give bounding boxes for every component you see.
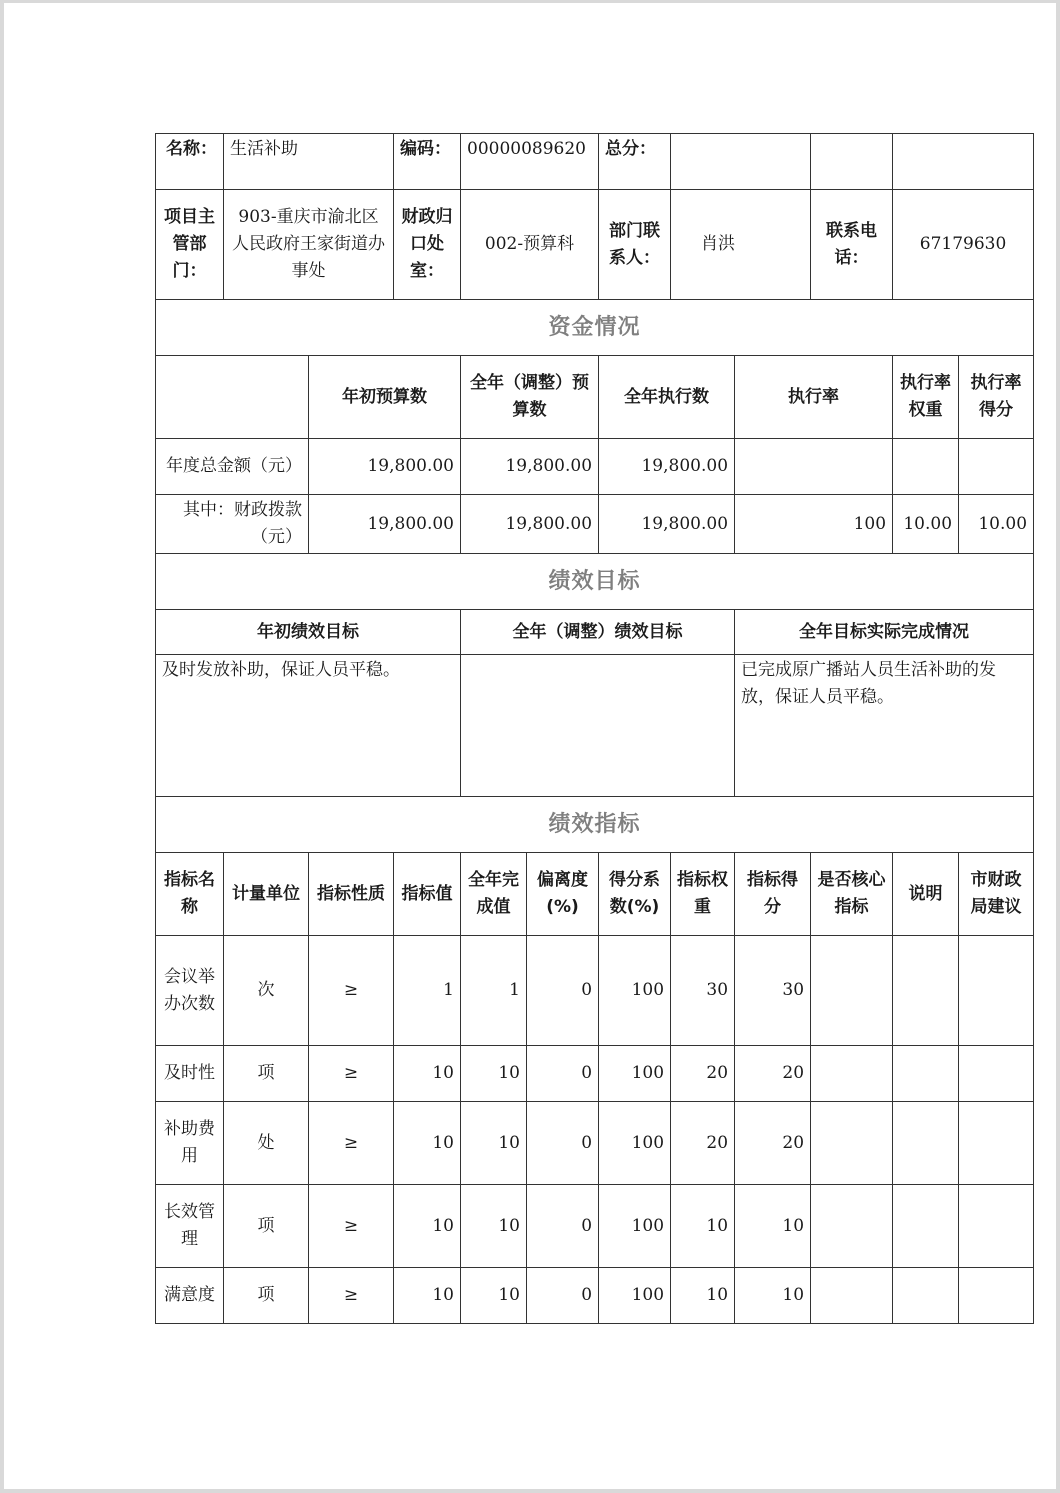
- table-row: [156, 1046, 1034, 1102]
- dept-value: 903-重庆市渝北区人民政府王家街道办事处: [224, 190, 394, 300]
- ind-weight: 20: [671, 1102, 735, 1185]
- indicators-section-title: 绩效指标: [156, 797, 1034, 853]
- ind-header-deviation: 偏离度(%): [527, 853, 599, 936]
- indicators-section-row: [156, 797, 1034, 853]
- ind-advice: [959, 1185, 1034, 1268]
- funds-score-value: [959, 439, 1034, 495]
- ind-weight: 30: [671, 936, 735, 1046]
- ind-coefficient: 100: [599, 936, 671, 1046]
- funds-initial-value: 19,800.00: [309, 495, 461, 554]
- ind-header-nature: 指标性质: [309, 853, 394, 936]
- goals-header-initial: 年初绩效目标: [156, 610, 461, 655]
- ind-header-name: 指标名称: [156, 853, 224, 936]
- ind-deviation: 0: [527, 1268, 599, 1324]
- ind-deviation: 0: [527, 1046, 599, 1102]
- ind-header-core: 是否核心指标: [811, 853, 893, 936]
- funds-initial-value: 19,800.00: [309, 439, 461, 495]
- ind-value: 10: [394, 1268, 461, 1324]
- funds-header-row: [156, 356, 1034, 439]
- ind-header-note: 说明: [893, 853, 959, 936]
- score-label: 总分：: [599, 134, 671, 190]
- ind-deviation: 0: [527, 1102, 599, 1185]
- contact-label: 部门联系人：: [599, 190, 671, 300]
- ind-unit: 项: [224, 1268, 309, 1324]
- ind-value: 1: [394, 936, 461, 1046]
- ind-nature: ≥: [309, 936, 394, 1046]
- goals-header-adjusted: 全年（调整）绩效目标: [461, 610, 735, 655]
- ind-value: 10: [394, 1046, 461, 1102]
- ind-done: 10: [461, 1102, 527, 1185]
- table-row: [156, 1185, 1034, 1268]
- ind-nature: ≥: [309, 1185, 394, 1268]
- ind-score: 20: [735, 1102, 811, 1185]
- ind-weight: 10: [671, 1268, 735, 1324]
- ind-done: 10: [461, 1185, 527, 1268]
- ind-header-coefficient: 得分系数(%): [599, 853, 671, 936]
- funds-header-initial: 年初预算数: [309, 356, 461, 439]
- ind-done: 10: [461, 1046, 527, 1102]
- ind-advice: [959, 1268, 1034, 1324]
- ind-header-unit: 计量单位: [224, 853, 309, 936]
- ind-name: 满意度: [156, 1268, 224, 1324]
- funds-section-title: 资金情况: [156, 300, 1034, 356]
- ind-deviation: 0: [527, 936, 599, 1046]
- document-page: [4, 3, 1056, 1489]
- ind-coefficient: 100: [599, 1102, 671, 1185]
- ind-note: [893, 1268, 959, 1324]
- funds-adjusted-value: 19,800.00: [461, 439, 599, 495]
- indicators-header-row: [156, 853, 1034, 936]
- ind-header-advice: 市财政局建议: [959, 853, 1034, 936]
- name-label: 名称：: [156, 134, 224, 190]
- ind-note: [893, 1046, 959, 1102]
- code-label: 编码：: [394, 134, 461, 190]
- ind-header-value: 指标值: [394, 853, 461, 936]
- ind-name: 补助费用: [156, 1102, 224, 1185]
- ind-coefficient: 100: [599, 1185, 671, 1268]
- goals-header-actual: 全年目标实际完成情况: [735, 610, 1034, 655]
- funds-header-score: 执行率得分: [959, 356, 1034, 439]
- ind-nature: ≥: [309, 1102, 394, 1185]
- funds-weight-value: 10.00: [893, 495, 959, 554]
- header-row-name: [156, 134, 1034, 190]
- goals-header-row: [156, 610, 1034, 655]
- ind-score: 30: [735, 936, 811, 1046]
- funds-weight-value: [893, 439, 959, 495]
- funds-header-adjusted: 全年（调整）预算数: [461, 356, 599, 439]
- funds-row-label: 其中：财政拨款（元）: [156, 495, 309, 554]
- funds-rate-value: [735, 439, 893, 495]
- code-value: 00000089620: [461, 134, 599, 190]
- ind-note: [893, 1102, 959, 1185]
- ind-core: [811, 1102, 893, 1185]
- ind-name: 长效管理: [156, 1185, 224, 1268]
- funds-adjusted-value: 19,800.00: [461, 495, 599, 554]
- funds-row-total: [156, 439, 1034, 495]
- finance-label: 财政归口处室：: [394, 190, 461, 300]
- goals-initial-text: 及时发放补助，保证人员平稳。: [156, 655, 461, 797]
- ind-value: 10: [394, 1102, 461, 1185]
- funds-header-rate: 执行率: [735, 356, 893, 439]
- funds-score-value: 10.00: [959, 495, 1034, 554]
- phone-label: 联系电话：: [811, 190, 893, 300]
- ind-name: 及时性: [156, 1046, 224, 1102]
- goals-content-row: [156, 655, 1034, 797]
- phone-value: 67179630: [893, 190, 1034, 300]
- name-value: 生活补助: [224, 134, 394, 190]
- performance-evaluation-table: [155, 133, 1034, 1324]
- funds-row-label: 年度总金额（元）: [156, 439, 309, 495]
- funds-header-empty: [156, 356, 309, 439]
- ind-done: 1: [461, 936, 527, 1046]
- ind-done: 10: [461, 1268, 527, 1324]
- ind-advice: [959, 1102, 1034, 1185]
- empty-cell: [811, 134, 893, 190]
- funds-executed-value: 19,800.00: [599, 439, 735, 495]
- goals-section-row: [156, 554, 1034, 610]
- header-row-dept: [156, 190, 1034, 300]
- funds-header-weight: 执行率权重: [893, 356, 959, 439]
- ind-advice: [959, 1046, 1034, 1102]
- ind-core: [811, 1046, 893, 1102]
- ind-unit: 项: [224, 1185, 309, 1268]
- ind-deviation: 0: [527, 1185, 599, 1268]
- goals-section-title: 绩效目标: [156, 554, 1034, 610]
- funds-rate-value: 100: [735, 495, 893, 554]
- ind-nature: ≥: [309, 1268, 394, 1324]
- contact-value: 肖洪: [671, 190, 811, 300]
- goals-actual-text: 已完成原广播站人员生活补助的发放，保证人员平稳。: [735, 655, 1034, 797]
- ind-weight: 20: [671, 1046, 735, 1102]
- ind-note: [893, 936, 959, 1046]
- score-value: [671, 134, 811, 190]
- funds-section-row: [156, 300, 1034, 356]
- ind-unit: 项: [224, 1046, 309, 1102]
- ind-weight: 10: [671, 1185, 735, 1268]
- ind-coefficient: 100: [599, 1046, 671, 1102]
- ind-nature: ≥: [309, 1046, 394, 1102]
- table-row: [156, 1102, 1034, 1185]
- ind-name: 会议举办次数: [156, 936, 224, 1046]
- ind-unit: 处: [224, 1102, 309, 1185]
- ind-note: [893, 1185, 959, 1268]
- funds-row-fiscal: [156, 495, 1034, 554]
- ind-core: [811, 1185, 893, 1268]
- ind-score: 10: [735, 1185, 811, 1268]
- ind-score: 10: [735, 1268, 811, 1324]
- goals-adjusted-text: [461, 655, 735, 797]
- ind-unit: 次: [224, 936, 309, 1046]
- ind-header-score: 指标得分: [735, 853, 811, 936]
- dept-label: 项目主管部门：: [156, 190, 224, 300]
- ind-advice: [959, 936, 1034, 1046]
- ind-header-weight: 指标权重: [671, 853, 735, 936]
- ind-value: 10: [394, 1185, 461, 1268]
- ind-core: [811, 936, 893, 1046]
- ind-score: 20: [735, 1046, 811, 1102]
- table-row: [156, 936, 1034, 1046]
- ind-coefficient: 100: [599, 1268, 671, 1324]
- empty-cell: [893, 134, 1034, 190]
- table-row: [156, 1268, 1034, 1324]
- funds-executed-value: 19,800.00: [599, 495, 735, 554]
- ind-header-done: 全年完成值: [461, 853, 527, 936]
- finance-value: 002-预算科: [461, 190, 599, 300]
- ind-core: [811, 1268, 893, 1324]
- funds-header-executed: 全年执行数: [599, 356, 735, 439]
